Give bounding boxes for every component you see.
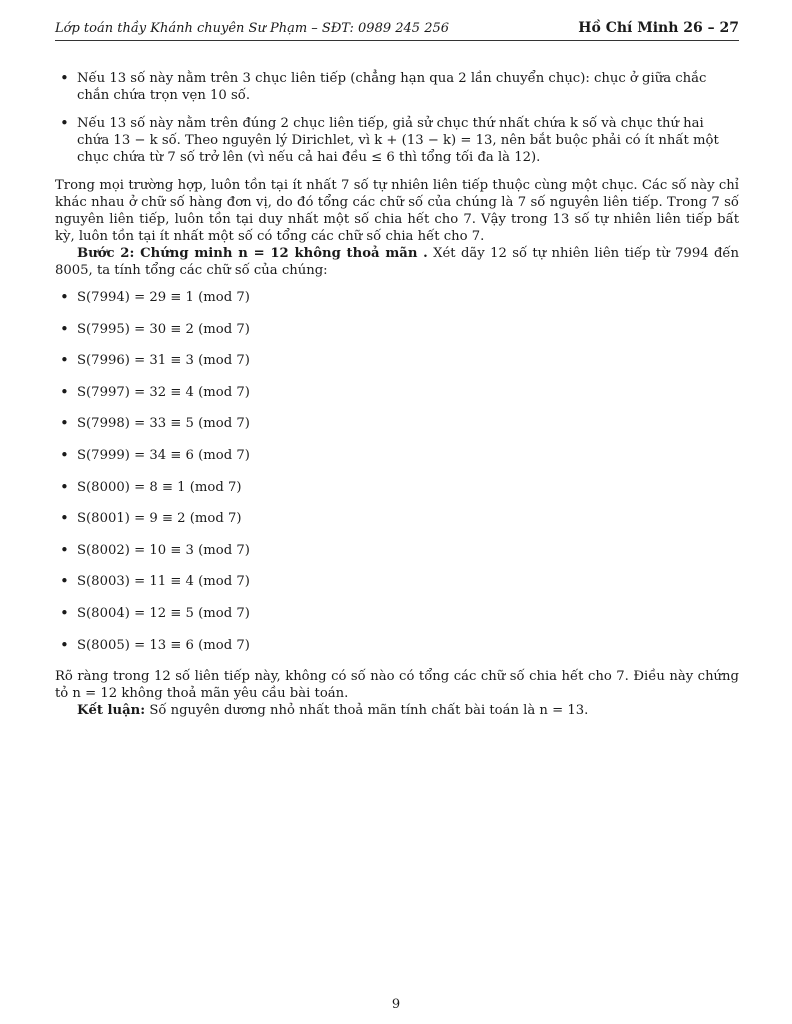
step2-label: Bước 2: Chứng minh n = 12 không thoả mãn . [77, 246, 428, 261]
conclusion-text: Số nguyên dương nhỏ nhất thoả mãn tính chất bài toán là n = 13. [145, 703, 589, 719]
header-course-info: Lớp toán thầy Khánh chuyên Sư Phạm – SĐT: 0989 245 256 [55, 21, 450, 36]
list-item: • Nếu 13 số này nằm trên 3 chục liên tiếp (chẳng hạn qua 2 lần chuyển chục): chục ở giữa chắc chắn chứa trọn vẹn 10 số. [55, 70, 739, 104]
list-item: • S(8002) = 10 ≡ 3 (mod 7) [55, 542, 739, 574]
paragraph-result: Rõ ràng trong 12 số liên tiếp này, không có số nào có tổng các chữ số chia hết cho 7. Điều này chứng tỏ n = 12 không thoả mãn yêu cầu bài toán. [55, 669, 739, 702]
page-number: 9 [391, 997, 401, 1012]
digit-sum-list [55, 289, 739, 668]
list-item: • Nếu 13 số này nằm trên đúng 2 chục liên tiếp, giả sử chục thứ nhất chứa k số và chục thứ hai chứa 13 − k số. Theo nguyên lý Dirichlet, vì k + (13 − k) = 13, nên bắt buộc phải có ít nhất một chục chứa từ 7 số trở lên (vì nếu cả hai đều ≤ 6 thì tổng tối đa là 12). [55, 115, 739, 166]
page-header [55, 18, 739, 41]
step2-paragraph [55, 245, 739, 279]
list-item: • S(7998) = 33 ≡ 5 (mod 7) [55, 415, 739, 447]
page-content [55, 70, 739, 719]
list-item: • S(8005) = 13 ≡ 6 (mod 7) [55, 637, 739, 669]
list-item: • S(7997) = 32 ≡ 4 (mod 7) [55, 384, 739, 416]
header-location: Hồ Chí Minh 26 – 27 [578, 20, 739, 36]
list-item: • S(8003) = 11 ≡ 4 (mod 7) [55, 573, 739, 605]
list-item: • S(7994) = 29 ≡ 1 (mod 7) [55, 289, 739, 321]
list-item: • S(8000) = 8 ≡ 1 (mod 7) [55, 479, 739, 511]
list-item: • S(7996) = 31 ≡ 3 (mod 7) [55, 352, 739, 384]
list-item: • S(8001) = 9 ≡ 2 (mod 7) [55, 510, 739, 542]
paragraph-argument: Trong mọi trường hợp, luôn tồn tại ít nhất 7 số tự nhiên liên tiếp thuộc cùng một chục. Các số này chỉ khác nhau ở chữ số hàng đơn vị, do đó tổng các chữ số của chúng là 7 số nguyên liên tiếp. Trong 7 số nguyên liên tiếp, luôn tồn tại duy nhất một số chia hết cho 7. Vậy trong 13 số tự nhiên liên tiếp bất kỳ, luôn tồn tại ít nhất một số có tổng các chữ số chia hết cho 7. [55, 178, 739, 244]
step2-text: Xét dãy 12 số tự nhiên liên tiếp từ 7994 đến 8005, ta tính tổng các chữ số của chúng: [55, 246, 740, 278]
list-item: • S(8004) = 12 ≡ 5 (mod 7) [55, 605, 739, 637]
list-item: • S(7999) = 34 ≡ 6 (mod 7) [55, 447, 739, 479]
conclusion-label: Kết luận: [77, 703, 146, 719]
list-item: • S(7995) = 30 ≡ 2 (mod 7) [55, 321, 739, 353]
conclusion-paragraph [55, 702, 739, 719]
intro-bullet-list [55, 70, 739, 166]
